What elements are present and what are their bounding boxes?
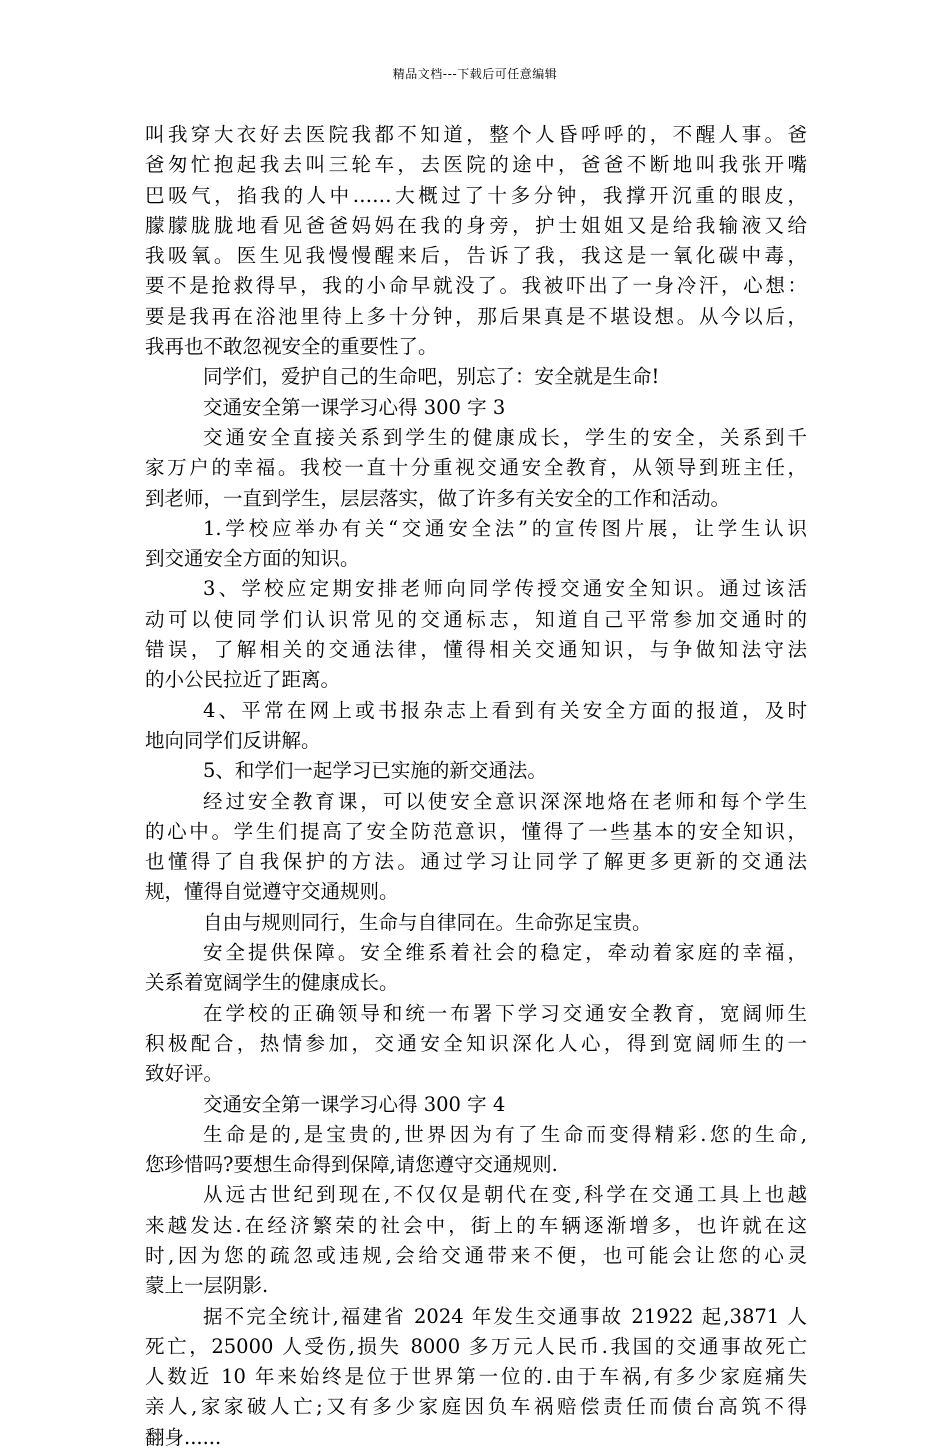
text-line: 我吸氧。医生见我慢慢醒来后，告诉了我，我这是一氧化碳中毒， xyxy=(145,244,807,268)
document-body xyxy=(145,120,807,1453)
text-line: 来越发达.在经济繁荣的社会中，街上的车辆逐渐增多，也许就在这 xyxy=(145,1213,807,1237)
text-line: 5、和学们一起学习已实施的新交通法。 xyxy=(203,759,547,783)
text-line: 据不完全统计,福建省 2024 年发生交通事故 21922 起,3871 人 xyxy=(203,1304,807,1328)
text-line: 爸匆忙抱起我去叫三轮车，去医院的途中，爸爸不断地叫我张开嘴 xyxy=(145,153,807,177)
text-line: 从远古世纪到现在,不仅仅是朝代在变,科学在交通工具上也越 xyxy=(203,1183,807,1207)
text-line: 的小公民拉近了距离。 xyxy=(145,668,341,692)
text-line: 亲人,家家破人亡;又有多少家庭因负车祸赔偿责任而债台高筑不得 xyxy=(145,1395,807,1419)
text-line: 要是我再在浴池里待上多十分钟，那后果真是不堪设想。从今以后， xyxy=(145,304,807,328)
text-line: 也懂得了自我保护的方法。通过学习让同学了解更多更新的交通法 xyxy=(145,850,807,874)
text-line: 错误，了解相关的交通法律，懂得相关交通知识，与争做知法守法 xyxy=(145,638,807,662)
text-line: 3、学校应定期安排老师向同学传授交通安全知识。通过该活 xyxy=(203,577,807,601)
text-line: 的心中。学生们提高了安全防范意识，懂得了一些基本的安全知识， xyxy=(145,819,807,843)
text-line: 朦朦胧胧地看见爸爸妈妈在我的身旁，护士姐姐又是给我输液又给 xyxy=(145,213,807,237)
text-line: 1.学校应举办有关“交通安全法”的宣传图片展，让学生认识 xyxy=(203,516,807,540)
text-line: 我再也不敢忽视安全的重要性了。 xyxy=(145,335,438,359)
text-line: 蒙上一层阴影. xyxy=(145,1274,269,1298)
text-line: 积极配合，热情参加，交通安全知识深化人心，得到宽阔师生的一 xyxy=(145,1031,807,1055)
text-line: 叫我穿大衣好去医院我都不知道，整个人昏呼呼的，不醒人事。爸 xyxy=(145,123,807,146)
page-header: 精品文档---下载后可任意编辑 xyxy=(392,67,558,81)
text-line: 到老师，一直到学生，层层落实，做了许多有关安全的工作和活动。 xyxy=(145,486,731,510)
text-line: 家万户的幸福。我校一直十分重视交通安全教育，从领导到班主任， xyxy=(145,456,807,480)
text-line: 同学们，爱护自己的生命吧，别忘了：安全就是生命! xyxy=(203,365,660,389)
text-line: 交通安全直接关系到学生的健康成长，学生的安全，关系到千 xyxy=(203,425,807,449)
text-line: 地向同学们反讲解。 xyxy=(145,728,321,752)
text-line: 在学校的正确领导和统一布署下学习交通安全教育，宽阔师生 xyxy=(203,1001,807,1025)
text-line: 交通安全第一课学习心得 300 字 3 xyxy=(203,395,506,419)
text-line: 到交通安全方面的知识。 xyxy=(145,547,360,571)
text-line: 交通安全第一课学习心得 300 字 4 xyxy=(203,1092,506,1116)
text-line: 动可以使同学们认识常见的交通标志，知道自己平常参加交通时的 xyxy=(145,607,807,631)
text-line: 安全提供保障。安全维系着社会的稳定，牵动着家庭的幸福， xyxy=(203,941,807,965)
text-line: 规，懂得自觉遵守交通规则。 xyxy=(145,880,399,904)
text-line: 关系着宽阔学生的健康成长。 xyxy=(145,971,399,995)
text-line: 经过安全教育课，可以使安全意识深深地烙在老师和每个学生 xyxy=(203,789,807,813)
text-line: 4、平常在网上或书报杂志上看到有关安全方面的报道，及时 xyxy=(203,698,807,722)
text-line: 死亡，25000 人受伤,损失 8000 多万元人民币.我国的交通事故死亡 xyxy=(145,1334,807,1358)
text-line: 人数近 10 年来始终是位于世界第一位的.由于车祸,有多少家庭痛失 xyxy=(145,1365,807,1389)
text-line: 自由与规则同行，生命与自律同在。生命弥足宝贵。 xyxy=(203,910,652,934)
text-line: 生命是的,是宝贵的,世界因为有了生命而变得精彩.您的生命, xyxy=(203,1122,807,1146)
text-line: 翻身...... xyxy=(145,1425,222,1449)
text-line: 时,因为您的疏忽或违规,会给交通带来不便，也可能会让您的心灵 xyxy=(145,1243,807,1267)
text-line: 致好评。 xyxy=(145,1062,224,1086)
text-line: 巴吸气，掐我的人中……大概过了十多分钟，我撑开沉重的眼皮， xyxy=(145,183,807,207)
text-line: 您珍惜吗?要想生命得到保障,请您遵守交通规则. xyxy=(145,1153,558,1177)
text-line: 要不是抢救得早，我的小命早就没了。我被吓出了一身冷汗，心想： xyxy=(145,274,807,298)
